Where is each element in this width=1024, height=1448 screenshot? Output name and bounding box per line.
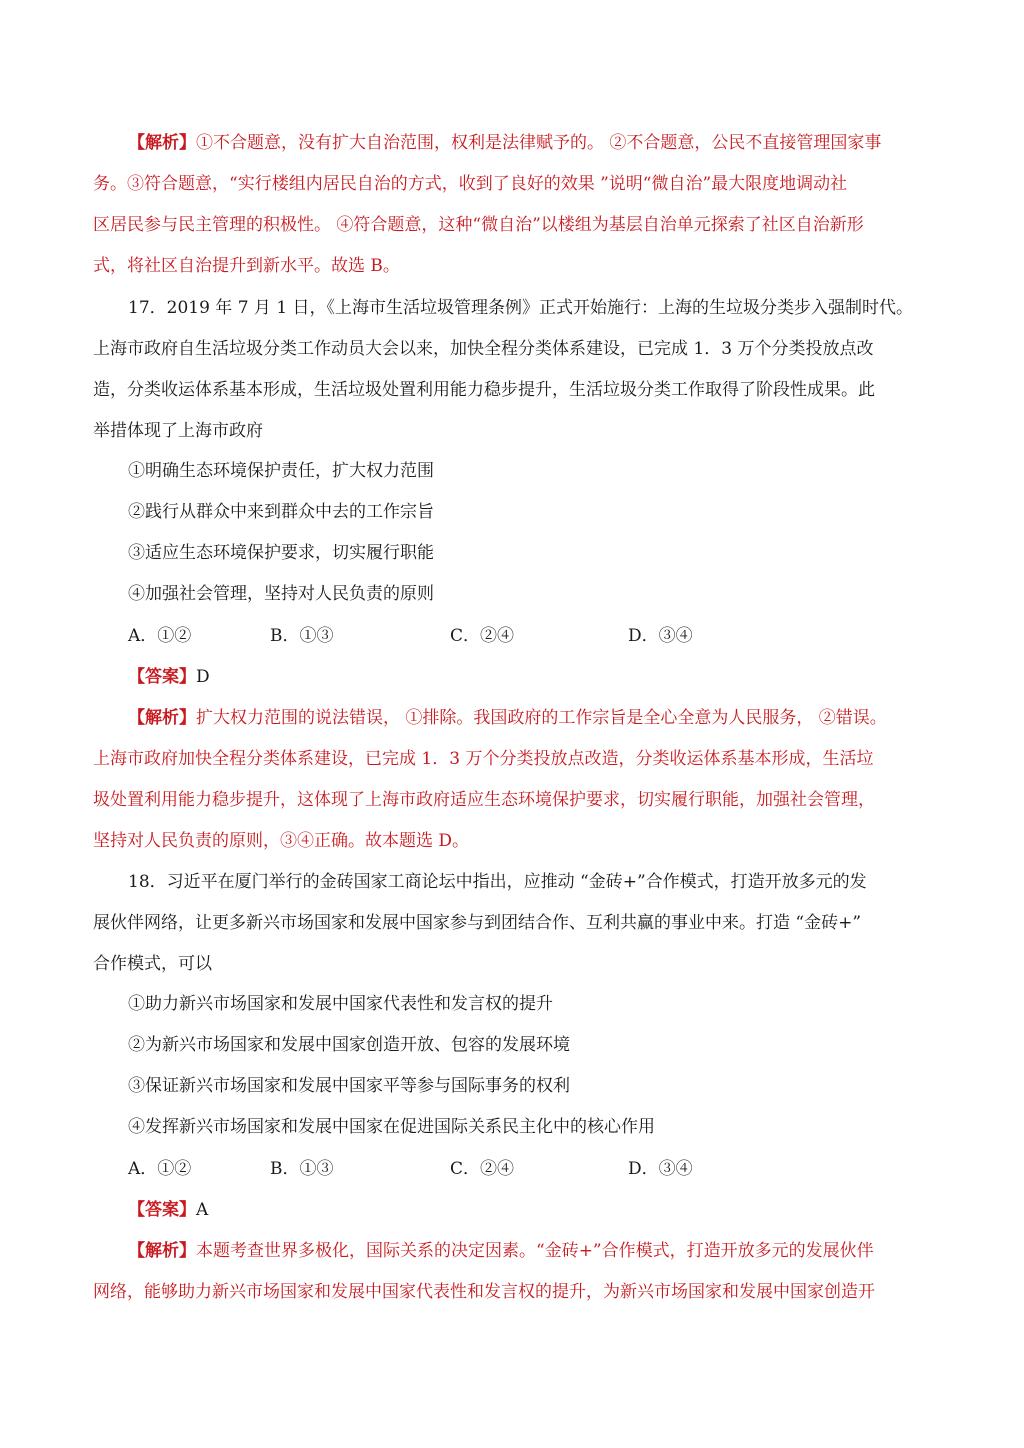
analysis-line: 【解析】①不合题意，没有扩大自治范围，权利是法律赋予的。 ②不合题意，公民不直接管理国家事 [128,133,882,153]
analysis-label: 【解析】 [128,1241,196,1261]
question-18-item: ①助力新兴市场国家和发展中国家代表性和发言权的提升 [128,994,553,1014]
question-18-option-b: B．①③ [270,1159,334,1179]
question-18-analysis: 网络，能够助力新兴市场国家和发展中国家代表性和发言权的提升，为新兴市场国家和发展中国家创造开 [93,1282,875,1302]
question-18-answer: 【答案】A [128,1200,209,1220]
question-18-option-c: C．②④ [450,1159,515,1179]
answer-label: 【答案】 [128,1200,196,1220]
question-18-item: ③保证新兴市场国家和发展中国家平等参与国际事务的权利 [128,1076,570,1096]
question-17-stem: 造，分类收运体系基本形成，生活垃圾处置利用能力稳步提升，生活垃圾分类工作取得了阶段性成果。此 [93,380,875,400]
analysis-label: 【解析】 [128,133,196,153]
analysis-line: 区居民参与民主管理的积极性。 ④符合题意，这种“微自治”以楼组为基层自治单元探索了社区自治新形 [93,215,864,235]
question-17-option-c: C．②④ [450,626,515,646]
question-17-item: ④加强社会管理，坚持对人民负责的原则 [128,584,434,604]
analysis-line: 务。③符合题意，“实行楼组内居民自治的方式，收到了良好的效果 ”说明“微自治”最大限度地调动社 [93,174,848,194]
question-18-option-a: A．①② [128,1159,192,1179]
question-18-option-d: D．③④ [628,1159,693,1179]
question-17-item: ②践行从群众中来到群众中去的工作宗旨 [128,502,434,522]
question-18-stem: 18．习近平在厦门举行的金砖国家工商论坛中指出，应推动 “金砖+”合作模式，打造开放多元的发 [128,872,867,892]
question-18-analysis: 【解析】本题考查世界多极化，国际关系的决定因素。“金砖+”合作模式，打造开放多元的发展伙伴 [128,1241,874,1261]
question-17-analysis: 上海市政府加快全程分类体系建设，已完成 1．3 万个分类投放点改造，分类收运体系基本形成，生活垃 [93,749,874,769]
question-17-analysis: 圾处置利用能力稳步提升，这体现了上海市政府适应生态环境保护要求，切实履行职能，加强社会管理， [93,790,875,810]
question-17-item: ①明确生态环境保护责任，扩大权力范围 [128,461,434,481]
analysis-line: 式，将社区自治提升到新水平。故选 B。 [93,256,400,276]
question-17-option-d: D．③④ [628,626,693,646]
answer-label: 【答案】 [128,667,196,687]
question-17-option-a: A．①② [128,626,192,646]
question-18-stem: 展伙伴网络，让更多新兴市场国家和发展中国家参与到团结合作、互利共赢的事业中来。打造 “金砖+” [93,913,862,933]
question-18-item: ④发挥新兴市场国家和发展中国家在促进国际关系民主化中的核心作用 [128,1117,655,1137]
question-17-stem: 17．2019 年 7 月 1 日，《上海市生活垃圾管理条例》正式开始施行：上海的生垃圾分类步入强制时代。 [128,298,914,318]
question-17-item: ③适应生态环境保护要求，切实履行职能 [128,543,434,563]
question-17-stem: 举措体现了上海市政府 [93,421,263,441]
question-17-analysis: 【解析】扩大权力范围的说法错误， ①排除。我国政府的工作宗旨是全心全意为人民服务， ②错误。 [128,708,887,728]
question-17-option-b: B．①③ [270,626,334,646]
analysis-label: 【解析】 [128,708,196,728]
question-17-analysis: 坚持对人民负责的原则，③④正确。故本题选 D。 [93,831,470,851]
question-18-item: ②为新兴市场国家和发展中国家创造开放、包容的发展环境 [128,1035,570,1055]
question-17-stem: 上海市政府自生活垃圾分类工作动员大会以来，加快全程分类体系建设，已完成 1．3 万个分类投放点改 [93,339,874,359]
question-18-stem: 合作模式，可以 [93,954,212,974]
question-17-answer: 【答案】D [128,667,210,687]
